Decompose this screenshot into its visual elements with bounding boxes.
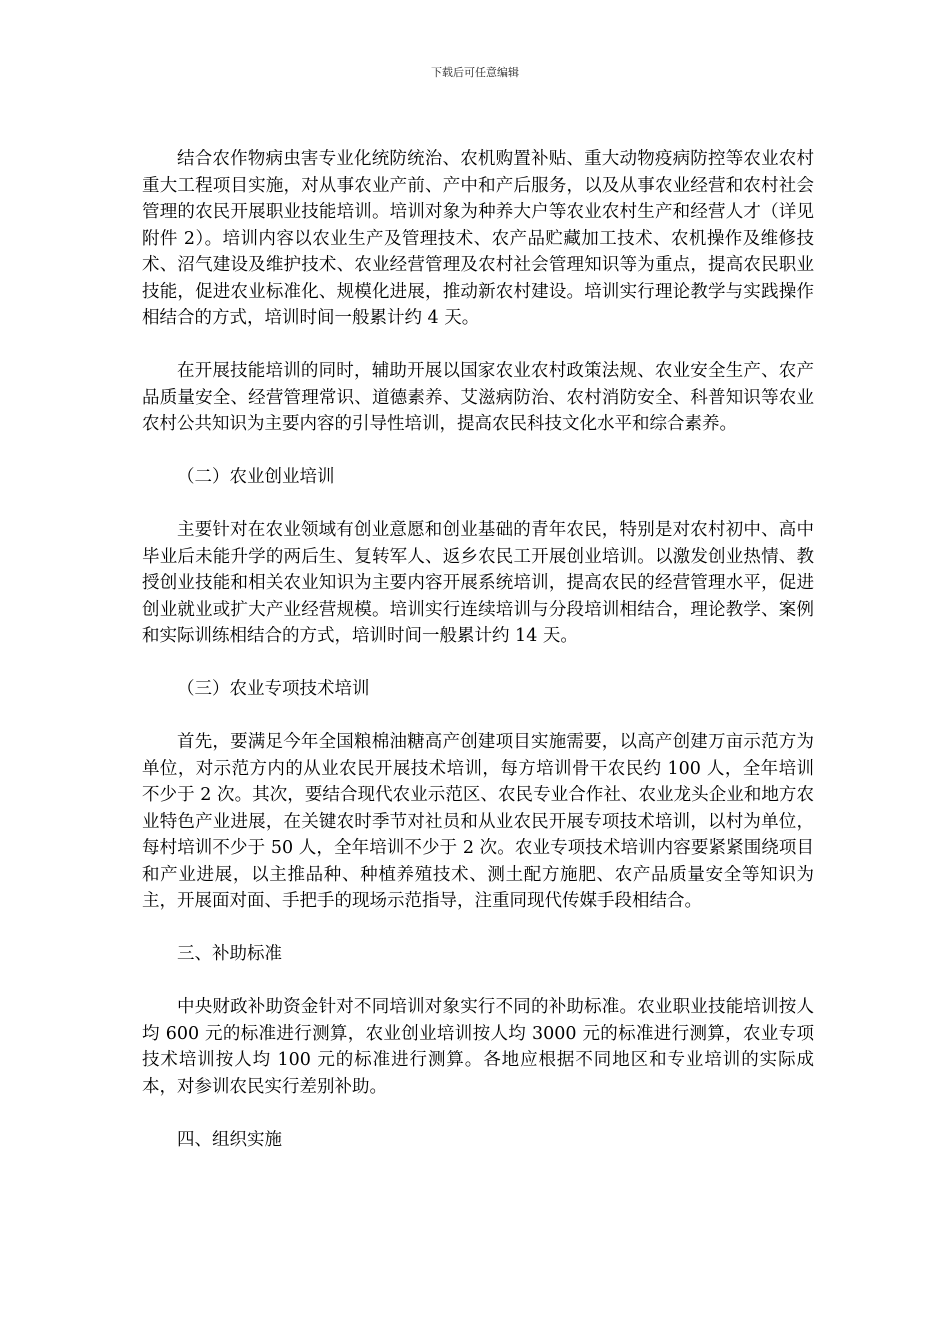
paragraph-spacer [142,915,814,942]
section-heading-subsidy-standards: 三、补助标准 [177,944,282,964]
section-heading-implementation: 四、组织实施 [177,1129,282,1150]
page-header-note: 下载后可任意编辑 [431,66,519,79]
paragraph-spacer [142,332,814,359]
document-body [142,146,814,1153]
paragraph-spacer [142,1100,814,1127]
paragraph-spacer [142,703,814,730]
paragraph-subsidy-standards: 中央财政补助资金针对不同培训对象实行不同的补助标准。农业职业技能培训按人均 600 元的标准进行测算，农业创业培训按人均 3000 元的标准进行测算，农业专项技术培训按人均 100 元的标准进行测算。各地应根据不同地区和专业培训的实际成本，对参训农民实行差别补助。 [142,997,814,1097]
paragraph-special-technology-training: 首先，要满足今年全国粮棉油糖高产创建项目实施需要，以高产创建万亩示范方为单位，对示范方内的从业农民开展技术培训，每方培训骨干农民约 100 人，全年培训不少于 2 次。其次，要结合现代农业示范区、农民专业合作社、农业龙头企业和地方农业特色产业进展，在关键农时季节对社员和从业农民开展专项技术培训，以村为单位，每村培训不少于 50 人，全年培训不少于 2 次。农业专项技术培训内容要紧紧围绕项目和产业进展，以主推品种、种植养殖技术、测土配方施肥、农产品质量安全等知识为主，开展面对面、手把手的现场示范指导，注重同现代传媒手段相结合。 [142,732,814,911]
paragraph-spacer [142,491,814,518]
paragraph-spacer [142,968,814,995]
section-heading-special-technology: （三）农业专项技术培训 [177,679,370,699]
paragraph-guidance-training: 在开展技能培训的同时，辅助开展以国家农业农村政策法规、农业安全生产、农产品质量安全、经营管理常识、道德素养、艾滋病防治、农村消防安全、科普知识等农业农村公共知识为主要内容的引导性培训，提高农民科技文化水平和综合素养。 [142,361,814,434]
paragraph-spacer [142,438,814,465]
paragraph-skills-training: 结合农作物病虫害专业化统防统治、农机购置补贴、重大动物疫病防控等农业农村重大工程项目实施，对从事农业产前、产中和产后服务，以及从事农业经营和农村社会管理的农民开展职业技能培训。培训对象为种养大户等农业农村生产和经营人才（详见附件 2）。培训内容以农业生产及管理技术、农产品贮藏加工技术、农机操作及维修技术、沼气建设及维护技术、农业经营管理及农村社会管理知识等为重点，提高农民职业技能，促进农业标准化、规模化进展，推动新农村建设。培训实行理论教学与实践操作相结合的方式，培训时间一般累计约 4 天。 [142,149,814,328]
paragraph-spacer [142,650,814,677]
section-heading-entrepreneurship: （二）农业创业培训 [177,467,335,487]
paragraph-entrepreneurship-training: 主要针对在农业领域有创业意愿和创业基础的青年农民，特别是对农村初中、高中毕业后未能升学的两后生、复转军人、返乡农民工开展创业培训。以激发创业热情、教授创业技能和相关农业知识为主要内容开展系统培训，提高农民的经营管理水平，促进创业就业或扩大产业经营规模。培训实行连续培训与分段培训相结合，理论教学、案例和实际训练相结合的方式，培训时间一般累计约 14 天。 [142,520,814,646]
